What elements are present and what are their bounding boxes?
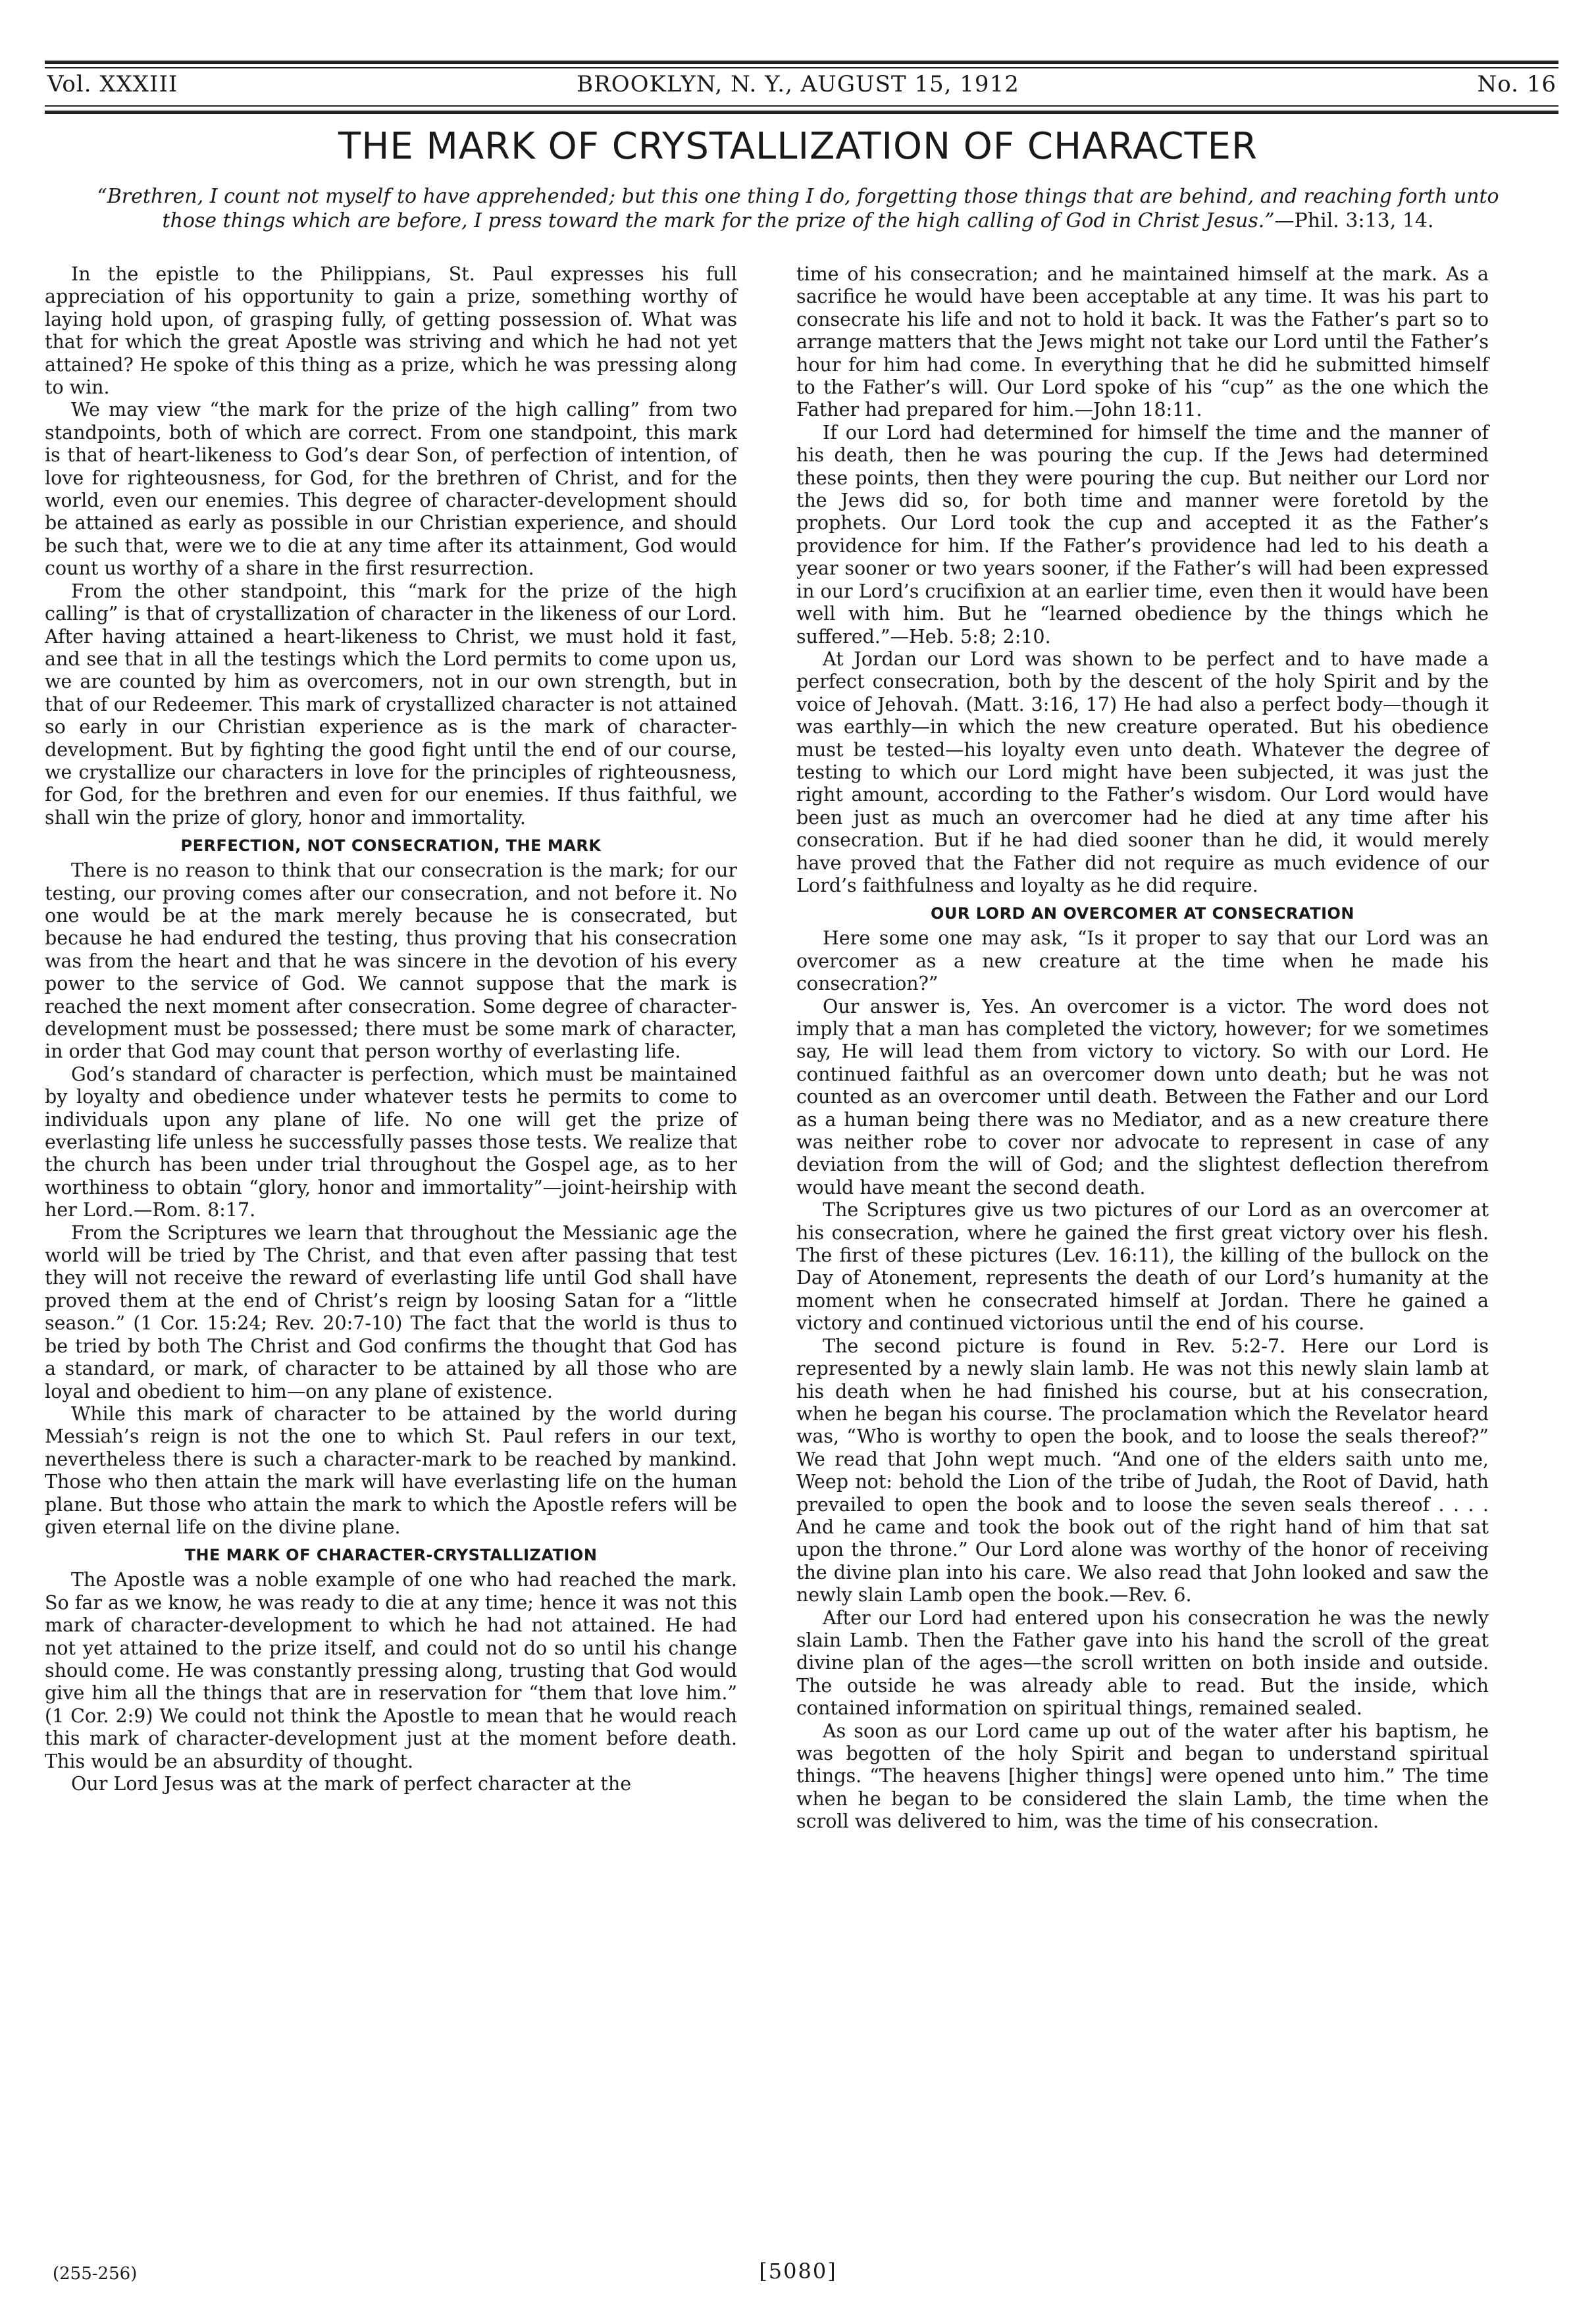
- paragraph: God’s standard of character is perfection, which must be maintained by loyalty and obedience under whatever tests he permits to come to individuals upon any plane of life. No one will get the prize of everlasting life unless he successfully passes those tests. We realize that the church has been under trial throughout the Gospel age, as to her worthiness to obtain “glory, honor and immortality”—joint-heirship with her Lord.—Rom. 8:17.: [45, 1063, 737, 1221]
- paragraph: After our Lord had entered upon his consecration he was the newly slain Lamb. Then the Father gave into his hand the scroll of the great divine plan of the ages—the scroll written on both inside and outside. The outside he was already able to read. But the inside, which contained information on spiritual things, remained sealed.: [796, 1606, 1489, 1720]
- left-column: [45, 263, 737, 1795]
- section-heading: OUR LORD AN OVERCOMER AT CONSECRATION: [931, 904, 1354, 923]
- right-column: [796, 263, 1489, 1834]
- paragraph: The Apostle was a noble example of one who had reached the mark. So far as we know, he was ready to die at any time; hence it was not this mark of character-development to which he had not attained. He had not yet attained to the prize itself, and could not do so until his change should come. He was constantly pressing along, trusting that God would give him all the things that are in reservation for “them that love him.” (1 Cor. 2:9) We could not think the Apostle to mean that he would reach this mark of character-development just at the moment before death. This would be an absurdity of thought.: [45, 1569, 737, 1772]
- paragraph: From the Scriptures we learn that throughout the Messianic age the world will be tried by The Christ, and that even after passing that test they will not receive the reward of everlasting life until God shall have proved them at the end of Christ’s reign by loosing Satan for a “little season.” (1 Cor. 15:24; Rev. 20:7-10) The fact that the world is thus to be tried by both The Christ and God confirms the thought that God has a standard, or mark, of character to be attained by all those who are loyal and obedient to him—on any plane of existence.: [45, 1221, 737, 1402]
- paragraph: The Scriptures give us two pictures of our Lord as an overcomer at his consecration, where he gained the first great victory over his flesh. The first of these pictures (Lev. 16:11), the killing of the bullock on the Day of Atonement, represents the death of our Lord’s humanity at the moment when he consecrated himself at Jordan. There he gained a victory and continued victorious until the end of his course.: [796, 1199, 1489, 1335]
- masthead-rule-bottom-thin: [45, 105, 1558, 107]
- paragraph: In the epistle to the Philippians, St. Paul expresses his full appreciation of his opportunity to gain a prize, something worthy of laying hold upon, of grasping fully, of getting possession of. What was that for which the great Apostle was striving and which he had not yet attained? He spoke of this thing as a prize, which he was pressing along to win.: [45, 263, 737, 399]
- masthead-rule-bottom: [45, 111, 1558, 114]
- paragraph: Here some one may ask, “Is it proper to say that our Lord was an overcomer as a new creature at the time when he made his consecration?”: [796, 927, 1489, 995]
- section-heading: THE MARK OF CHARACTER-CRYSTALLIZATION: [184, 1546, 598, 1565]
- paragraph: From the other standpoint, this “mark for the prize of the high calling” is that of crystallization of character in the likeness of our Lord. After having attained a heart-likeness to Christ, we must hold it fast, and see that in all the testings which the Lord permits to come upon us, we are counted by him as overcomers, not in our own strength, but in that of our Redeemer. This mark of crystallized character is not attained so early in our Christian experience as is the mark of character-development. But by fighting the good fight until the end of our course, we crystallize our characters in love for the principles of righteousness, for God, for the brethren and even for our enemies. If thus faithful, we shall win the prize of glory, honor and immortality.: [45, 580, 737, 829]
- paragraph: There is no reason to think that our consecration is the mark; for our testing, our proving comes after our consecration, and not before it. No one would be at the mark merely because he is consecrated, but because he had endured the testing, thus proving that his consecration was from the heart and that he was sincere in the devotion of his every power to the service of God. We cannot suppose that the mark is reached the next moment after consecration. Some degree of character-development must be possessed; there must be some mark of character, in order that God may count that person worthy of everlasting life.: [45, 859, 737, 1063]
- place-date: BROOKLYN, N. Y., AUGUST 15, 1912: [577, 71, 1019, 97]
- paragraph: While this mark of character to be attained by the world during Messiah’s reign is not the one to which St. Paul refers in our text, nevertheless there is such a character-mark to be reached by mankind. Those who then attain the mark will have everlasting life on the human plane. But those who attain the mark to which the Apostle refers will be given eternal life on the divine plane.: [45, 1402, 737, 1538]
- paragraph: As soon as our Lord came up out of the water after his baptism, he was begotten of the holy Spirit and began to understand spiritual things. “The heavens [higher things] were opened unto him.” The time when he began to be considered the slain Lamb, the time when the scroll was delivered to him, was the time of his consecration.: [796, 1720, 1489, 1833]
- article-title: THE MARK OF CRYSTALLIZATION OF CHARACTER: [338, 125, 1258, 168]
- section-heading: PERFECTION, NOT CONSECRATION, THE MARK: [180, 836, 602, 856]
- paragraph: time of his consecration; and he maintained himself at the mark. As a sacrifice he would have been acceptable at any time. It was his part to consecrate his life and not to hold it back. It was the Father’s part so to arrange matters that the Jews might not take our Lord until the Father’s hour for him had come. In everything that he did he submitted himself to the Father’s will. Our Lord spoke of his “cup” as the one which the Father had prepared for him.—John 18:11.: [796, 263, 1489, 421]
- masthead-rule-top-thin: [45, 67, 1558, 68]
- footer-page-range: (255-256): [53, 2264, 138, 2284]
- masthead-rule-top: [45, 61, 1558, 64]
- epigraph-text: “Brethren, I count not myself to have apprehended; but this one thing I do, forgetting those things that are behind, and reaching forth unto those things which are before, I press toward the mark for the prize of the high calling of God in Christ Jesus.”: [97, 185, 1499, 232]
- paragraph: At Jordan our Lord was shown to be perfect and to have made a perfect consecration, both by the descent of the holy Spirit and by the voice of Jehovah. (Matt. 3:16, 17) He had also a perfect body—though it was earthly—in which the new creature operated. But his obedience must be tested—his loyalty even unto death. Whatever the degree of testing to which our Lord might have been subjected, it was just the right amount, according to the Father’s wisdom. Our Lord would have been just as much an overcomer had he died at any time after his consecration. But if he had died sooner than he did, it would merely have proved that the Father did not require as much evidence of our Lord’s faithfulness and loyalty as he did require.: [796, 648, 1489, 896]
- footer-page-number: [5080]: [759, 2259, 837, 2284]
- volume-number: Vol. XXXIII: [47, 71, 178, 97]
- paragraph: We may view “the mark for the prize of the high calling” from two standpoints, both of which are correct. From one standpoint, this mark is that of heart-likeness to God’s dear Son, of perfection of intention, of love for righteousness, for God, for the brethren of Christ, and for the world, even our enemies. This degree of character-development should be attained as early as possible in our Christian experience, and should be such that, were we to die at any time after its attainment, God would count us worthy of a share in the first resurrection.: [45, 399, 737, 580]
- epigraph: [92, 184, 1504, 233]
- paragraph: The second picture is found in Rev. 5:2-7. Here our Lord is represented by a newly slain lamb. He was not this newly slain lamb at his death when he had finished his course, but at his consecration, when he began his course. The proclamation which the Revelator heard was, “Who is worthy to open the book, and to loose the seals thereof?” We read that John wept much. “And one of the elders saith unto me, Weep not: behold the Lion of the tribe of Judah, the Root of David, hath prevailed to open the book and to loose the seven seals thereof . . . . And he came and took the book out of the right hand of him that sat upon the throne.” Our Lord alone was worthy of the honor of receiving the divine plan into his care. We also read that John looked and saw the newly slain Lamb open the book.—Rev. 6.: [796, 1335, 1489, 1606]
- issue-number: No. 16: [1477, 71, 1557, 97]
- epigraph-reference: —Phil. 3:13, 14.: [1274, 209, 1434, 232]
- paragraph: If our Lord had determined for himself the time and the manner of his death, then he was pouring the cup. If the Jews had determined these points, then they were pouring the cup. But neither our Lord nor the Jews did so, for both time and manner were foretold by the prophets. Our Lord took the cup and accepted it as the Father’s providence for him. If the Father’s providence had led to his death a year sooner or two years sooner, if the Father’s will had been expressed in our Lord’s crucifixion at an earlier time, even then it would have been well with him. But he “learned obedience by the things which he suffered.”—Heb. 5:8; 2:10.: [796, 421, 1489, 648]
- paragraph: Our Lord Jesus was at the mark of perfect character at the: [71, 1773, 632, 1795]
- paragraph: Our answer is, Yes. An overcomer is a victor. The word does not imply that a man has completed the victory, however; for we sometimes say, He will lead them from victory to victory. So with our Lord. He continued faithful as an overcomer down unto death; but he was not counted as an overcomer until death. Between the Father and our Lord as a human being there was no Mediator, and as a new creature there was neither robe to cover nor advocate to represent in case of any deviation from the will of God; and the slightest deflection therefrom would have meant the second death.: [796, 995, 1489, 1198]
